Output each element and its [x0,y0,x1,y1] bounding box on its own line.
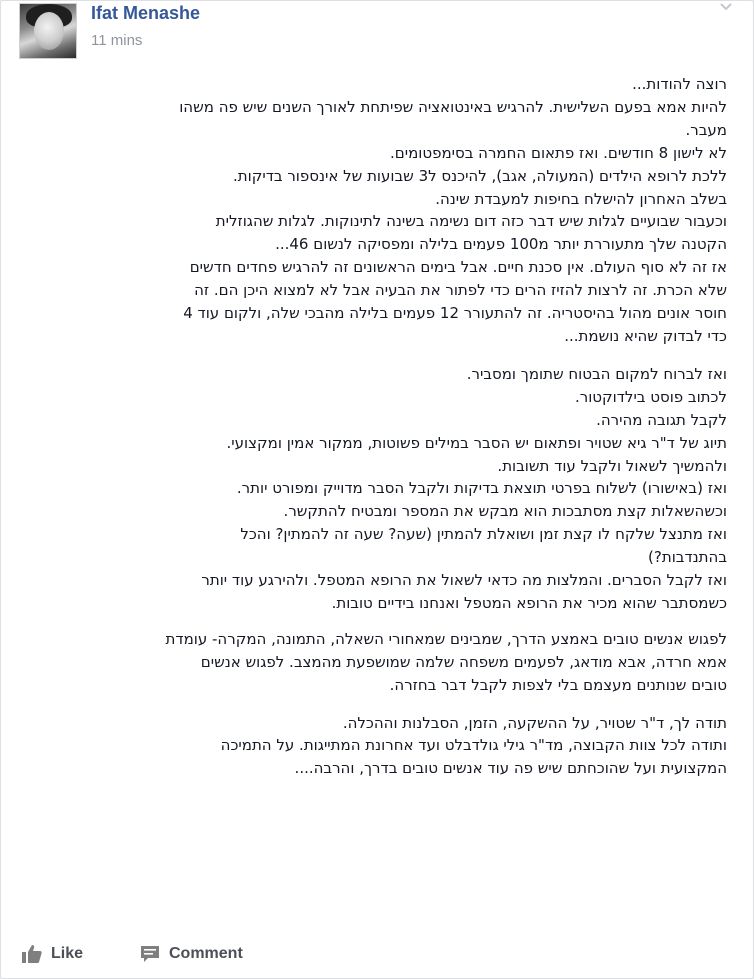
post-line: שלא הכרת. זה לרצות להזיז הרים כדי לפתור את הבעיה אבל לא למצוא היכן הם. זה [194,281,727,300]
post-line: ואז מתנצל שלקח לו קצת זמן ושואלת להמתין (שעה? שעה זה להמתין? והכל [240,525,727,544]
comment-label: Comment [169,945,243,962]
post-options-chevron-down-icon[interactable] [719,1,733,13]
post-line: טובים שנותנים מעצמם בלי לצפות לקבל דבר בחזרה. [389,675,727,694]
post-line: כדי לבדוק שהיא נושמת... [564,326,727,345]
post-line: תיוג של ד"ר גיא שטויר ופתאום יש הסבר במילים פשוטות, ממקור אמין ומקצועי. [226,433,727,452]
post-paragraph [27,712,727,781]
like-button[interactable] [21,941,83,967]
post-line: וכעבור שבועיים לגלות שיש דבר כזה דום נשימה בשינה לתינוקות. לגלות שהגוזלית [215,212,727,231]
post-line: לפגוש אנשים טובים באמצע הדרך, שמבינים שמאחורי השאלה, התמונה, המקרה- עומדת [165,629,727,648]
post-line: רוצה להודות... [632,75,727,93]
post-paragraph [27,628,727,697]
post-line: אמא חרדה, אבא מודאג, לפעמים משפחה שלמה שמושפעת מהמצב. לפגוש אנשים [200,652,727,671]
post-line: ללכת לרופא הילדים (המעולה, אגב), להיכנס ל3 שבועות של אינספור בדיקות. [233,166,727,185]
post-line: חוסר אונים מהול בהיסטריה. זה להתעורר 12 פעמים בלילה מהבכי שלה, ולקום עוד 4 [183,304,727,323]
post-line: מעבר. [685,120,727,139]
thumbs-up-icon [21,943,43,965]
post-line: ולהמשיך לשאול ולקבל עוד תשובות. [497,456,727,475]
comment-button[interactable] [139,941,243,967]
post-body [27,73,727,780]
post-line: בהתנדבות?) [648,548,727,567]
post-line: להיות אמא בפעם השלישית. להרגיש באינטואציה שפיתחת לאורך השנים שיש פה משהו [179,97,727,116]
post-line: תודה לך, ד"ר שטויר, על ההשקעה, הזמן, הסבלנות וההכלה. [342,713,727,732]
like-label: Like [51,945,84,962]
post-line: כשמסתבר שהוא מכיר את הרופא המטפל ואנחנו בידיים טובות. [331,593,727,612]
post-line: ואז לקבל הסברים. והמלצות מה כדאי לשאול את הרופא המטפל. ולהירגע עוד יותר [201,571,727,590]
post-line: וכשהשאלות קצת מסתבכות הוא מבקש את המספר ומבטיח להתקשר. [283,502,727,521]
post-line: אז זה לא סוף העולם. אין סכנת חיים. אבל בימים הראשונים זה להרגיש פחדים חדשים [189,258,727,277]
post-line: לכתוב פוסט בילדוקטור. [574,387,727,406]
post-paragraph [27,363,727,615]
post-paragraph [27,73,727,348]
speech-bubble-icon [139,943,161,965]
avatar[interactable] [19,3,77,59]
post-line: ואז (באישורו) לשלוח בפרטי תוצאת בדיקות ולקבל הסבר מדוייק ומפורט יותר. [236,479,727,498]
post-line: לא לישון 8 חודשים. ואז פתאום החמרה בסימפטומים. [390,143,727,162]
post-line: המקצועית ועל שהוכחתם שיש פה עוד אנשים טובים בדרך, והרבה.... [294,759,727,778]
post-line: ותודה לכל צוות הקבוצה, מד"ר גילי גולדבלט ועד אחרונת המתייגות. על התמיכה [220,736,727,755]
post-line: בשלב האחרון להישלח בחיפות למעבדת שינה. [435,189,727,208]
avatar-face [34,12,64,50]
post-actions-bar [1,931,753,977]
post-timestamp[interactable]: 11 mins [91,32,143,49]
post-line: ואז לברוח למקום הבטוח שתומך ומסביר. [466,364,727,383]
post-line: לקבל תגובה מהירה. [596,410,727,429]
author-name[interactable]: Ifat Menashe [91,3,201,23]
post-line: הקטנה שלך מתעוררת יותר מ100 פעמים בלילה ומפסיקה לנשום 46... [275,235,727,254]
